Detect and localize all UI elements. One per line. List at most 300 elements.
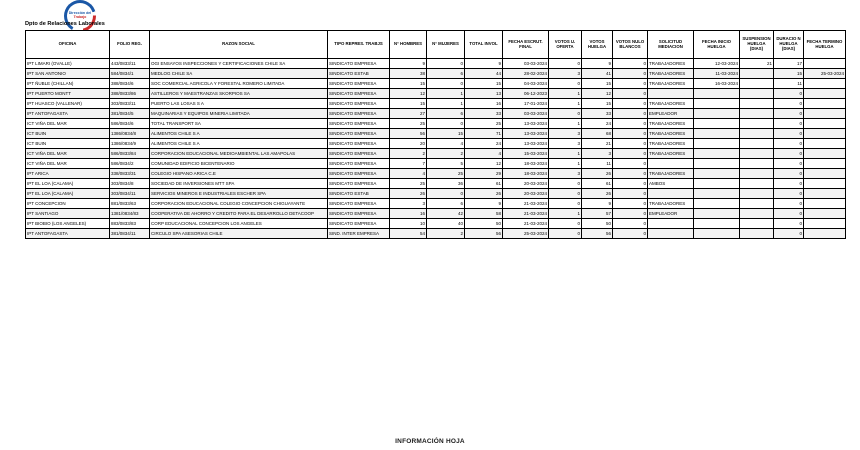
- cell-duracion: 0: [774, 99, 804, 109]
- cell-mujeres: 1: [427, 99, 465, 109]
- cell-oficina: IPT ARICA: [26, 169, 110, 179]
- cell-tipo: SINDICATO EMPRESA: [328, 89, 390, 99]
- table-row: [26, 59, 846, 69]
- cell-votos_huelga: 26: [582, 169, 613, 179]
- cell-razon: SERVICIOS MINEROS E INDUSTRIALES ESCHER SPA: [150, 189, 328, 199]
- cell-oficina: ICT VIÑA DEL MAR: [26, 149, 110, 159]
- table-row: [26, 169, 846, 179]
- cell-total: 56: [465, 229, 503, 239]
- cell-susp: [740, 109, 774, 119]
- cell-folio: 586/0833/84: [110, 149, 150, 159]
- cell-tipo: SINDICATO EMPRESA: [328, 139, 390, 149]
- cell-folio: 388/0833/86: [110, 89, 150, 99]
- cell-mujeres: 6: [427, 199, 465, 209]
- cell-duracion: 0: [774, 109, 804, 119]
- column-header-mujeres: N° MUJERES: [427, 31, 465, 59]
- cell-fecha_escrut: 20-03-2024: [503, 189, 549, 199]
- cell-hombres: 12: [390, 89, 427, 99]
- table-row: [26, 189, 846, 199]
- cell-votos_oferta: 0: [549, 79, 582, 89]
- cell-folio: 443/0833/11: [110, 59, 150, 69]
- cell-razon: CIRCULO SPA ASESORIAS CHILE: [150, 229, 328, 239]
- cell-razon: MAQUINARIAS Y EQUIPOS MINERIA LIMITADA: [150, 109, 328, 119]
- column-header-fecha_escrut: FECHA ESCRUT. FINAL: [503, 31, 549, 59]
- column-header-fecha_termino: FECHA TERMINO HUELGA: [804, 31, 846, 59]
- cell-votos_huelga: 61: [582, 179, 613, 189]
- cell-fecha_escrut: 20-03-2024: [503, 179, 549, 189]
- cell-duracion: 0: [774, 129, 804, 139]
- cell-duracion: 11: [774, 79, 804, 89]
- cell-solicitud: TRABAJADORES: [648, 79, 694, 89]
- cell-total: 16: [465, 99, 503, 109]
- cell-oficina: ICT BUIN: [26, 139, 110, 149]
- cell-fecha_inicio: [694, 89, 740, 99]
- cell-solicitud: TRABAJADORES: [648, 169, 694, 179]
- cell-oficina: IPT BIOBIO (LOS ANGELES): [26, 219, 110, 229]
- cell-fecha_inicio: [694, 189, 740, 199]
- table-row: [26, 149, 846, 159]
- cell-votos_nulos: 0: [613, 209, 648, 219]
- cell-votos_huelga: 9: [582, 59, 613, 69]
- cell-fecha_termino: [804, 89, 846, 99]
- cell-hombres: 3: [390, 199, 427, 209]
- cell-hombres: 25: [390, 179, 427, 189]
- cell-tipo: SINDICATO ESTAB: [328, 69, 390, 79]
- cell-duracion: 0: [774, 139, 804, 149]
- column-header-oficina: OFICINA: [26, 31, 110, 59]
- cell-razon: ALIMENTOS CHILE S A: [150, 129, 328, 139]
- cell-tipo: SINDICATO EMPRESA: [328, 119, 390, 129]
- cell-folio: 586/0834/2: [110, 159, 150, 169]
- table-row: [26, 219, 846, 229]
- cell-mujeres: 40: [427, 219, 465, 229]
- cell-hombres: 2: [390, 149, 427, 159]
- cell-duracion: 0: [774, 219, 804, 229]
- table-header-row: [26, 31, 846, 59]
- cell-folio: 303/0834/11: [110, 189, 150, 199]
- cell-hombres: 20: [390, 139, 427, 149]
- cell-duracion: 0: [774, 119, 804, 129]
- cell-solicitud: EMPLEADOR: [648, 109, 694, 119]
- cell-fecha_escrut: 03-03-2024: [503, 109, 549, 119]
- cell-mujeres: 2: [427, 149, 465, 159]
- cell-votos_huelga: 33: [582, 109, 613, 119]
- cell-susp: [740, 189, 774, 199]
- column-header-susp: SUSPENSION HUELGA (DIAS): [740, 31, 774, 59]
- table-row: [26, 179, 846, 189]
- cell-folio: 584/0834/1: [110, 69, 150, 79]
- report-table-body: [26, 59, 846, 239]
- cell-fecha_termino: [804, 189, 846, 199]
- cell-susp: 21: [740, 59, 774, 69]
- direccion-del-trabajo-logo: [64, 0, 96, 32]
- cell-razon: TOTAL TRANSPORT SA: [150, 119, 328, 129]
- cell-votos_oferta: 1: [549, 149, 582, 159]
- cell-fecha_inicio: [694, 199, 740, 209]
- cell-susp: [740, 89, 774, 99]
- cell-votos_nulos: 0: [613, 59, 648, 69]
- cell-solicitud: TRABAJADORES: [648, 59, 694, 69]
- cell-votos_oferta: 1: [549, 119, 582, 129]
- cell-duracion: 0: [774, 189, 804, 199]
- cell-fecha_inicio: [694, 139, 740, 149]
- cell-fecha_inicio: [694, 229, 740, 239]
- cell-solicitud: TRABAJADORES: [648, 119, 694, 129]
- cell-duracion: 15: [774, 69, 804, 79]
- cell-votos_huelga: 50: [582, 219, 613, 229]
- cell-duracion: 0: [774, 179, 804, 189]
- cell-votos_huelga: 12: [582, 89, 613, 99]
- table-row: [26, 79, 846, 89]
- cell-fecha_termino: [804, 219, 846, 229]
- cell-susp: [740, 79, 774, 89]
- cell-mujeres: 2: [427, 229, 465, 239]
- column-header-folio: FOLIO REG.: [110, 31, 150, 59]
- cell-duracion: 17: [774, 59, 804, 69]
- cell-tipo: SINDICATO EMPRESA: [328, 129, 390, 139]
- cell-mujeres: 25: [427, 169, 465, 179]
- cell-susp: [740, 179, 774, 189]
- cell-fecha_inicio: [694, 209, 740, 219]
- cell-solicitud: EMPLEADOR: [648, 209, 694, 219]
- cell-fecha_termino: [804, 149, 846, 159]
- cell-susp: [740, 209, 774, 219]
- cell-susp: [740, 169, 774, 179]
- cell-total: 33: [465, 109, 503, 119]
- table-row: [26, 199, 846, 209]
- cell-votos_nulos: 0: [613, 189, 648, 199]
- cell-votos_nulos: 0: [613, 159, 648, 169]
- cell-fecha_escrut: 17-01-2024: [503, 99, 549, 109]
- cell-votos_oferta: 0: [549, 59, 582, 69]
- cell-razon: ALIMENTOS CHILE S A: [150, 139, 328, 149]
- cell-tipo: SINDICATO EMPRESA: [328, 159, 390, 169]
- cell-solicitud: TRABAJADORES: [648, 149, 694, 159]
- cell-folio: 586/0834/6: [110, 119, 150, 129]
- cell-votos_nulos: 0: [613, 69, 648, 79]
- cell-mujeres: 36: [427, 179, 465, 189]
- cell-hombres: 15: [390, 79, 427, 89]
- cell-fecha_termino: [804, 209, 846, 219]
- strike-report-table: [25, 30, 846, 239]
- cell-folio: 881/0833/63: [110, 199, 150, 209]
- cell-razon: CORP EDUCACIONAL CONCEPCION LOS ANGELES: [150, 219, 328, 229]
- cell-votos_oferta: 3: [549, 169, 582, 179]
- cell-votos_huelga: 41: [582, 69, 613, 79]
- cell-oficina: IPT EL LOA (CALAMA): [26, 179, 110, 189]
- cell-votos_nulos: 0: [613, 79, 648, 89]
- table-row: [26, 129, 846, 139]
- cell-susp: [740, 219, 774, 229]
- cell-folio: 1386/0834/9: [110, 139, 150, 149]
- cell-susp: [740, 69, 774, 79]
- column-header-votos_oferta: VOTOS U. OFERTA: [549, 31, 582, 59]
- cell-fecha_termino: [804, 119, 846, 129]
- cell-fecha_termino: [804, 159, 846, 169]
- logo-line2: Trabajo: [73, 15, 87, 19]
- cell-folio: 338/0833/31: [110, 169, 150, 179]
- cell-susp: [740, 99, 774, 109]
- table-row: [26, 159, 846, 169]
- cell-mujeres: 5: [427, 159, 465, 169]
- cell-hombres: 7: [390, 159, 427, 169]
- cell-hombres: 56: [390, 129, 427, 139]
- cell-votos_nulos: 0: [613, 139, 648, 149]
- cell-votos_huelga: 56: [582, 229, 613, 239]
- cell-solicitud: TRABAJADORES: [648, 199, 694, 209]
- cell-total: 50: [465, 219, 503, 229]
- page-title: Dpto de Relaciones Laborales: [25, 21, 105, 27]
- column-header-fecha_inicio: FECHA INICIO HUELGA: [694, 31, 740, 59]
- cell-fecha_inicio: [694, 119, 740, 129]
- cell-votos_oferta: 3: [549, 69, 582, 79]
- cell-fecha_escrut: 13-03-2024: [503, 119, 549, 129]
- cell-tipo: SIND. INTER EMPRESA: [328, 229, 390, 239]
- cell-folio: 303/0834/8: [110, 179, 150, 189]
- cell-fecha_termino: [804, 129, 846, 139]
- cell-solicitud: AMBOS: [648, 179, 694, 189]
- cell-fecha_inicio: [694, 99, 740, 109]
- cell-solicitud: [648, 159, 694, 169]
- cell-total: 61: [465, 179, 503, 189]
- cell-mujeres: 15: [427, 129, 465, 139]
- cell-hombres: 10: [390, 219, 427, 229]
- cell-hombres: 4: [390, 169, 427, 179]
- cell-mujeres: 0: [427, 119, 465, 129]
- cell-mujeres: 4: [427, 139, 465, 149]
- cell-mujeres: 6: [427, 69, 465, 79]
- cell-votos_nulos: 0: [613, 169, 648, 179]
- cell-votos_huelga: 21: [582, 139, 613, 149]
- cell-tipo: SINDICATO EMPRESA: [328, 99, 390, 109]
- cell-votos_huelga: 15: [582, 79, 613, 89]
- cell-fecha_escrut: 06-12-2023: [503, 89, 549, 99]
- cell-total: 26: [465, 189, 503, 199]
- cell-oficina: IPT ANTOFAGASTA: [26, 229, 110, 239]
- cell-votos_nulos: 0: [613, 129, 648, 139]
- cell-oficina: IPT ÑUBLE (CHILLAN): [26, 79, 110, 89]
- cell-fecha_escrut: 03-03-2024: [503, 59, 549, 69]
- cell-razon: ASTILLEROS Y MAESTRANZAS SKORPIOS SA: [150, 89, 328, 99]
- cell-razon: SOC COMERCIAL AGRICOLA Y FORESTAL ROMERO LIMITADA: [150, 79, 328, 89]
- column-header-tipo: TIPO REPRES. TRABJS: [328, 31, 390, 59]
- table-row: [26, 69, 846, 79]
- cell-mujeres: 0: [427, 59, 465, 69]
- cell-mujeres: 0: [427, 79, 465, 89]
- cell-fecha_termino: [804, 169, 846, 179]
- cell-tipo: SINDICATO EMPRESA: [328, 59, 390, 69]
- cell-folio: 388/0834/6: [110, 79, 150, 89]
- cell-votos_nulos: 0: [613, 219, 648, 229]
- cell-folio: 883/0833/83: [110, 219, 150, 229]
- cell-duracion: 0: [774, 89, 804, 99]
- cell-votos_huelga: 11: [582, 159, 613, 169]
- cell-fecha_escrut: 25-03-2024: [503, 229, 549, 239]
- cell-votos_huelga: 9: [582, 199, 613, 209]
- cell-tipo: SINDICATO EMPRESA: [328, 209, 390, 219]
- cell-votos_nulos: 0: [613, 229, 648, 239]
- column-header-total: TOTAL INVOL: [465, 31, 503, 59]
- cell-fecha_inicio: [694, 169, 740, 179]
- cell-fecha_inicio: 12-03-2024: [694, 59, 740, 69]
- cell-solicitud: TRABAJADORES: [648, 139, 694, 149]
- cell-fecha_termino: [804, 59, 846, 69]
- table-row: [26, 139, 846, 149]
- cell-solicitud: [648, 229, 694, 239]
- cell-votos_nulos: 0: [613, 99, 648, 109]
- cell-total: 44: [465, 69, 503, 79]
- cell-susp: [740, 139, 774, 149]
- cell-fecha_inicio: [694, 149, 740, 159]
- column-header-solicitud: SOLICITUD MEDIACION: [648, 31, 694, 59]
- sheet-footer-label: INFORMACIÓN HOJA: [395, 438, 465, 445]
- cell-votos_nulos: 0: [613, 109, 648, 119]
- table-row: [26, 209, 846, 219]
- cell-votos_nulos: 0: [613, 199, 648, 209]
- cell-fecha_escrut: 18-03-2024: [503, 169, 549, 179]
- cell-fecha_termino: [804, 109, 846, 119]
- cell-razon: MEDLOG CHILE SA: [150, 69, 328, 79]
- cell-susp: [740, 119, 774, 129]
- cell-oficina: ICT VIÑA DEL MAR: [26, 159, 110, 169]
- cell-oficina: IPT EL LOA (CALAMA): [26, 189, 110, 199]
- cell-fecha_inicio: 11-03-2024: [694, 69, 740, 79]
- cell-total: 29: [465, 169, 503, 179]
- cell-tipo: SINDICATO EMPRESA: [328, 169, 390, 179]
- cell-votos_oferta: 0: [549, 219, 582, 229]
- cell-fecha_escrut: 21-03-2024: [503, 219, 549, 229]
- cell-votos_oferta: 3: [549, 129, 582, 139]
- cell-susp: [740, 129, 774, 139]
- cell-total: 58: [465, 209, 503, 219]
- cell-votos_oferta: 0: [549, 229, 582, 239]
- cell-votos_huelga: 24: [582, 119, 613, 129]
- cell-fecha_escrut: 15-03-2024: [503, 149, 549, 159]
- cell-votos_oferta: 0: [549, 109, 582, 119]
- cell-duracion: 0: [774, 159, 804, 169]
- cell-mujeres: 42: [427, 209, 465, 219]
- cell-votos_oferta: 1: [549, 99, 582, 109]
- cell-hombres: 54: [390, 229, 427, 239]
- cell-fecha_escrut: 18-03-2024: [503, 159, 549, 169]
- cell-fecha_termino: [804, 179, 846, 189]
- cell-fecha_termino: [804, 229, 846, 239]
- cell-fecha_escrut: 28-02-2024: [503, 69, 549, 79]
- cell-fecha_termino: [804, 99, 846, 109]
- cell-susp: [740, 149, 774, 159]
- cell-fecha_termino: 25-03-2024: [804, 69, 846, 79]
- cell-votos_oferta: 0: [549, 179, 582, 189]
- cell-votos_huelga: 57: [582, 209, 613, 219]
- cell-razon: COLEGIO HISPANO ARICA C.E: [150, 169, 328, 179]
- cell-oficina: IPT SAN ANTONIO: [26, 69, 110, 79]
- column-header-votos_huelga: VOTOS HUELGA: [582, 31, 613, 59]
- cell-oficina: IPT LIMARI (OVALLE): [26, 59, 110, 69]
- cell-tipo: SINDICATO EMPRESA: [328, 199, 390, 209]
- column-header-votos_nulos: VOTOS NULO BLANCOS: [613, 31, 648, 59]
- cell-susp: [740, 199, 774, 209]
- cell-razon: OGI ENSAYOS INSPECCIONES Y CERTIFICACIONES CHILE SA: [150, 59, 328, 69]
- cell-oficina: ICT BUIN: [26, 129, 110, 139]
- cell-folio: 381/0834/11: [110, 229, 150, 239]
- cell-tipo: SINDICATO EMPRESA: [328, 219, 390, 229]
- cell-votos_oferta: 0: [549, 199, 582, 209]
- cell-oficina: IPT PUERTO MONTT: [26, 89, 110, 99]
- cell-folio: 1386/0834/8: [110, 129, 150, 139]
- cell-oficina: IPT HUASCO (VALLENAR): [26, 99, 110, 109]
- column-header-razon: RAZON SOCIAL: [150, 31, 328, 59]
- cell-total: 4: [465, 149, 503, 159]
- cell-votos_nulos: 0: [613, 149, 648, 159]
- cell-hombres: 38: [390, 69, 427, 79]
- cell-tipo: SINDICATO EMPRESA: [328, 149, 390, 159]
- cell-votos_oferta: 3: [549, 139, 582, 149]
- cell-votos_oferta: 1: [549, 209, 582, 219]
- cell-hombres: 15: [390, 99, 427, 109]
- cell-folio: 1381/0834/83: [110, 209, 150, 219]
- cell-solicitud: TRABAJADORES: [648, 99, 694, 109]
- cell-fecha_inicio: [694, 179, 740, 189]
- cell-hombres: 27: [390, 109, 427, 119]
- cell-total: 9: [465, 199, 503, 209]
- cell-tipo: SINDICATO EMPRESA: [328, 79, 390, 89]
- cell-fecha_escrut: 13-03-2024: [503, 129, 549, 139]
- cell-oficina: IPT CONCEPCION: [26, 199, 110, 209]
- cell-tipo: SINDICATO ESTAB: [328, 189, 390, 199]
- column-header-hombres: N° HOMBRES: [390, 31, 427, 59]
- cell-duracion: 0: [774, 209, 804, 219]
- cell-votos_oferta: 0: [549, 189, 582, 199]
- cell-razon: PUERTO LAS LOSAS S A: [150, 99, 328, 109]
- table-row: [26, 99, 846, 109]
- cell-votos_huelga: 3: [582, 149, 613, 159]
- cell-total: 12: [465, 159, 503, 169]
- cell-oficina: IPT ANTOFAGASTA: [26, 109, 110, 119]
- cell-fecha_inicio: [694, 219, 740, 229]
- cell-hombres: 25: [390, 119, 427, 129]
- cell-razon: CORPORACION EDUCACIONAL MEDIOAMBIENTAL LAS AMAPOLAS: [150, 149, 328, 159]
- cell-duracion: 0: [774, 169, 804, 179]
- cell-mujeres: 0: [427, 189, 465, 199]
- logo-line1: Dirección del: [68, 11, 92, 16]
- cell-hombres: 16: [390, 209, 427, 219]
- cell-solicitud: TRABAJADORES: [648, 69, 694, 79]
- cell-razon: SOCIEDAD DE INVERSIONES MTT SPA: [150, 179, 328, 189]
- cell-razon: COMUNIDAD EDIFICIO BICENTENARIO: [150, 159, 328, 169]
- cell-oficina: ICT VIÑA DEL MAR: [26, 119, 110, 129]
- cell-fecha_inicio: [694, 159, 740, 169]
- cell-solicitud: [648, 219, 694, 229]
- table-row: [26, 109, 846, 119]
- cell-fecha_termino: [804, 199, 846, 209]
- cell-solicitud: [648, 89, 694, 99]
- cell-duracion: 0: [774, 229, 804, 239]
- cell-votos_huelga: 68: [582, 129, 613, 139]
- cell-total: 24: [465, 139, 503, 149]
- cell-hombres: 26: [390, 189, 427, 199]
- cell-total: 13: [465, 89, 503, 99]
- cell-fecha_termino: [804, 139, 846, 149]
- cell-fecha_inicio: 16-03-2024: [694, 79, 740, 89]
- cell-fecha_termino: [804, 79, 846, 89]
- cell-fecha_escrut: 21-03-2024: [503, 199, 549, 209]
- cell-fecha_inicio: [694, 109, 740, 119]
- cell-tipo: SINDICATO EMPRESA: [328, 109, 390, 119]
- cell-votos_huelga: 26: [582, 189, 613, 199]
- cell-votos_oferta: 1: [549, 159, 582, 169]
- cell-votos_nulos: 0: [613, 179, 648, 189]
- cell-total: 71: [465, 129, 503, 139]
